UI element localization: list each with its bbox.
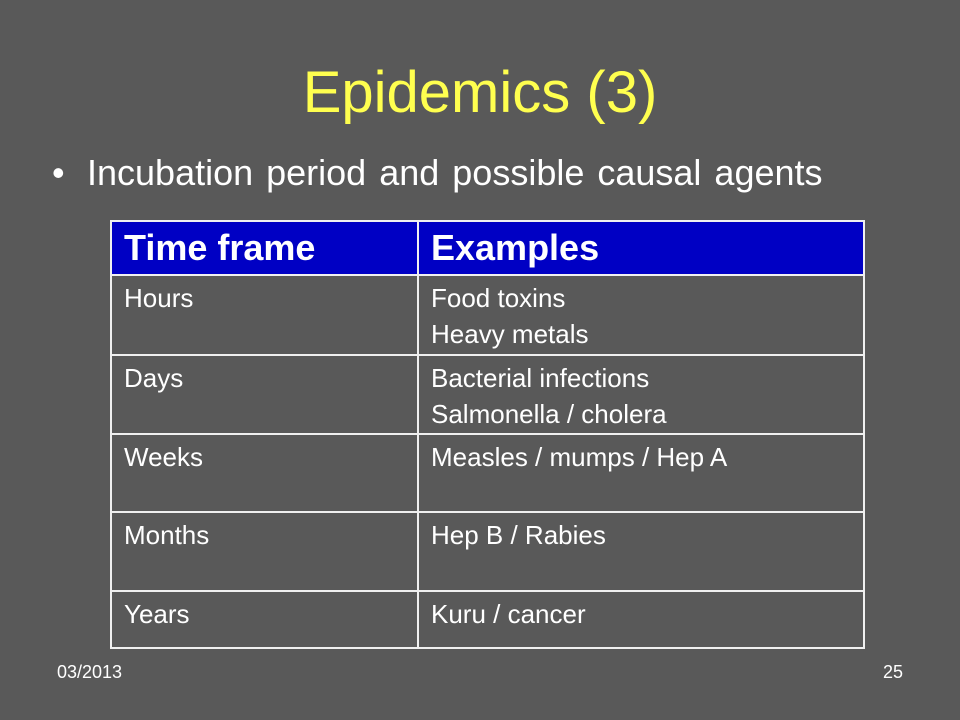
table-header-time-frame: Time frame xyxy=(112,222,419,276)
time-frame-text: Months xyxy=(124,520,210,550)
time-frame-text: Weeks xyxy=(124,442,203,472)
example-text: Food toxins xyxy=(431,283,566,313)
page-number: 25 xyxy=(882,662,903,682)
time-frame-cell xyxy=(112,356,419,435)
examples-cell xyxy=(419,276,865,356)
time-frame-cell xyxy=(112,513,419,592)
example-text: Bacterial infections xyxy=(431,363,650,393)
time-frame-cell xyxy=(112,592,419,649)
time-frame-cell xyxy=(112,435,419,513)
time-frame-text: Hours xyxy=(124,283,194,313)
time-frame-text: Days xyxy=(124,363,184,393)
bullet-icon: • xyxy=(52,152,65,193)
incubation-table xyxy=(110,220,865,649)
examples-cell xyxy=(419,513,865,592)
bullet-text: Incubation period and possible causal agents xyxy=(87,152,823,193)
example-text: Heavy metals xyxy=(431,319,589,349)
example-text: Hep B / Rabies xyxy=(431,520,606,550)
examples-cell xyxy=(419,435,865,513)
bullet-point xyxy=(52,150,912,196)
footer-date: 03/2013 xyxy=(57,662,123,682)
example-text: Kuru / cancer xyxy=(431,599,586,629)
time-frame-cell xyxy=(112,276,419,356)
slide-title: Epidemics (3) xyxy=(302,60,658,125)
examples-cell xyxy=(419,592,865,649)
example-text: Measles / mumps / Hep A xyxy=(431,442,728,472)
example-text: Salmonella / cholera xyxy=(431,399,667,429)
examples-cell xyxy=(419,356,865,435)
time-frame-text: Years xyxy=(124,599,190,629)
table-header-examples: Examples xyxy=(419,222,865,276)
